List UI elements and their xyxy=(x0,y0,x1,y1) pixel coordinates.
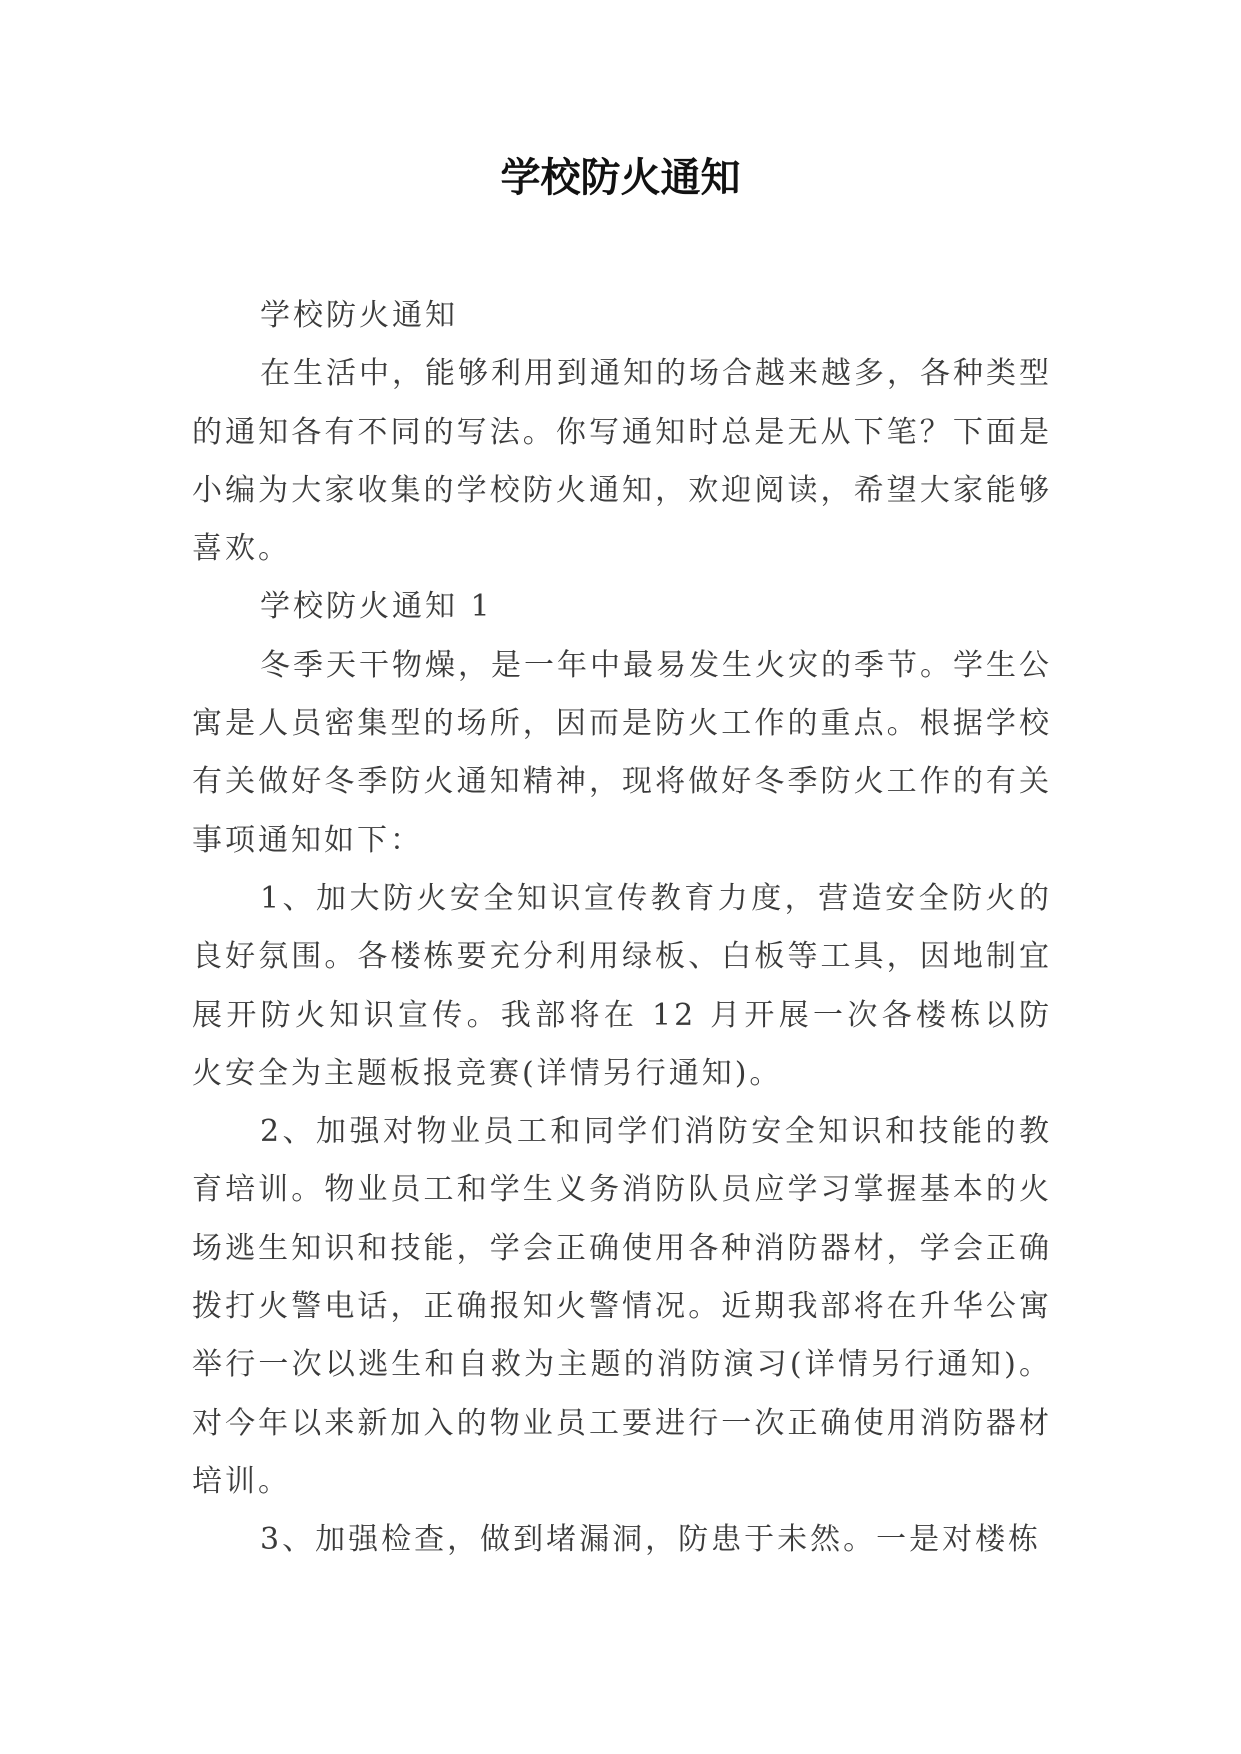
paragraph-item-2: 2、加强对物业员工和同学们消防安全知识和技能的教育培训。物业员工和学生义务消防队员应学习掌握基本的火场逃生知识和技能，学会正确使用各种消防器材，学会正确拨打火警电话，正确报知火警情况。近期我部将在升华公寓举行一次以逃生和自救为主题的消防演习(详情另行通知)。对今年以来新加入的物业员工要进行一次正确使用消防器材培训。 xyxy=(192,1114,1052,1499)
paragraph-intro: 在生活中，能够利用到通知的场合越来越多，各种类型的通知各有不同的写法。你写通知时总是无从下笔？下面是小编为大家收集的学校防火通知，欢迎阅读，希望大家能够喜欢。 xyxy=(192,356,1052,567)
paragraph-item-1: 1、加大防火安全知识宣传教育力度，营造安全防火的良好氛围。各楼栋要充分利用绿板、白板等工具，因地制宜展开防火知识宣传。我部将在 12 月开展一次各楼栋以防火安全为主题板报竞赛(详情另行通知)。 xyxy=(192,880,1052,1091)
document-title: 学校防火通知 xyxy=(500,155,741,201)
paragraph-heading: 学校防火通知 xyxy=(260,298,458,333)
paragraph-background: 冬季天干物燥，是一年中最易发生火灾的季节。学生公寓是人员密集型的场所，因而是防火工作的重点。根据学校有关做好冬季防火通知精神，现将做好冬季防火工作的有关事项通知如下： xyxy=(192,647,1052,858)
document-body xyxy=(192,287,1052,1570)
paragraph-item-3: 3、加强检查，做到堵漏洞，防患于未然。一是对楼栋 xyxy=(260,1522,1042,1558)
paragraph-section-heading: 学校防火通知 1 xyxy=(260,589,493,625)
